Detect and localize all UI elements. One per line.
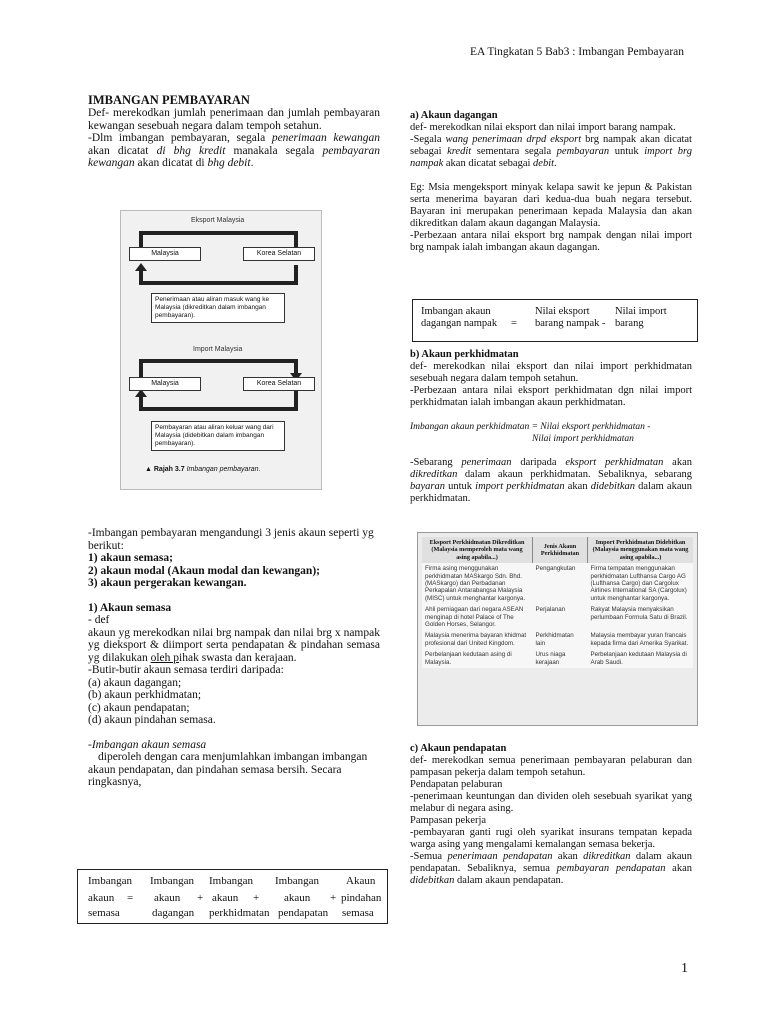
semasa-body: akaun yg merekodkan nilai brg nampak dan nilai brg x nampak yg dieksport & diimport serta pendapatan & pindahan semasa yg dilakukan oleh pihak swasta dan kerajaan. [88,626,380,664]
svc-cell: Ahli perniagaan dari negara ASEAN menginap di hotel Palace of The Golden Horses, Selangor. [425,606,524,629]
dagangan-def: def- merekodkan nilai eksport dan nilai import barang nampak. [410,122,676,133]
figure-top-label: Eksport Malaysia [191,217,245,224]
item-b: (b) akaun perkhidmatan; [88,689,202,701]
figure-rajah-3-7 [120,210,322,490]
page-number: 1 [681,961,688,976]
f-r1-c5: Akaun [346,875,376,887]
f-r2-c5: pindahan [341,892,382,904]
svc-cell: Firma asing menggunakan perkhidmatan MASkargo Sdn. Bhd. (MASkargo) dan Perbadanan Perkapalan Antarabangsa Malaysia (MISC) untuk menghantar kargonya. [425,565,526,602]
pampasan-pekerja: Pampasan pekerja [410,815,487,826]
section-title: IMBANGAN PEMBAYARAN [88,93,250,107]
node-korea-selatan: Korea Selatan [243,247,315,261]
services-table [417,532,698,726]
type-3: 3) akaun pergerakan kewangan. [88,577,247,589]
note-penerimaan: Penerimaan atau aliran masuk wang ke Malaysia (dikreditkan dalam imbangan pembayaran). [151,293,285,323]
dag-box-c2: Nilai eksport barang nampak - [535,306,606,329]
node-malaysia: Malaysia [129,247,201,261]
right-column-c [410,743,692,887]
imbangan-body: diperoleh dengan cara menjumlahkan imbangan imbangan akaun pendapatan, dan pindahan semasa bersih. Secara ringkasnya, [88,751,368,788]
node-korea-selatan-2: Korea Selatan [243,377,315,391]
svc-cell: Pengangkutan [535,565,576,573]
semasa-title: 1) Akaun semasa [88,601,172,614]
svc-cell: Perbelanjaan kedutaan asing di Malaysia. [425,651,512,666]
dag-box-eq: = [511,318,517,329]
f-r2-c4: akaun [284,892,311,904]
f-r2-p2: + [253,892,260,904]
perkhidmatan-formula-2: Nilai import perkhidmatan [532,434,634,444]
left-column-lower [88,527,380,789]
formula-box [77,869,388,924]
definition: Def- merekodkan jumlah penerimaan dan jumlah pembayaran kewangan sesebuah negara dalam tempoh setahun. [88,107,380,132]
f-r3-c4: pendapatan [278,907,329,919]
perkhidmatan-title: b) Akaun perkhidmatan [410,349,519,360]
f-r2-c3: akaun [212,892,239,904]
f-r2-c1: akaun [88,892,115,904]
type-2: 2) akaun modal (Akaun modal dan kewangan); [88,564,320,577]
f-r1-c1: Imbangan [88,875,132,887]
left-column [88,94,380,170]
svc-cell: Firma tempatan menggunakan perkhidmatan Lufthansa Cargo AG (Lufthansa Cargo) dan Cargolux Airlines International SA (Cargolux) untuk menghantar kargonya. [590,565,687,602]
dagangan-formula-box [412,299,698,342]
item-a: (a) akaun dagangan; [88,676,182,689]
perkhidmatan-sebarang: -Sebarang penerimaan daripada eksport perkhidmatan akan dikreditkan dalam akaun perkhidmatan. Sebaliknya, sebarang bayaran untuk import perkhidmatan akan didebitkan dalam akaun perkhidmatan. [410,457,693,504]
butir-text: -Butir-butir akaun semasa terdiri daripada: [88,664,284,676]
imbangan-title: -Imbangan akaun semasa [88,738,207,751]
dag-box-c1: Imbangan akaun dagangan nampak [421,306,498,329]
item-d: (d) akaun pindahan semasa. [88,714,216,726]
semasa-def: - def [88,614,110,626]
pendapatan-pelaburan: Pendapatan pelaburan [410,779,503,790]
pendapatan-pelaburan-body: -penerimaan keuntungan dan dividen oleh sesebuah syarikat yang melabur di negara asing. [410,791,692,814]
svc-cell: Perkhidmatan lain [535,632,574,647]
perkhidmatan-formula-1: Imbangan akaun perkhidmatan = Nilai eksport perkhidmatan - [410,422,651,432]
svc-cell: Perjalanan [535,606,566,614]
table-row [422,630,693,649]
pendapatan-def: def- merekodkan semua penerimaan pembayaran pelaburan dan pampasan pekerja dalam tempoh setahun. [410,755,692,778]
svc-cell: Urus niaga kerajaan [535,651,566,666]
svc-cell: Malaysia membayar yuran francais kepada firma dari Amerika Syarikat. [590,632,689,647]
dagangan-title: a) Akaun dagangan [410,110,498,121]
item-c: (c) akaun pendapatan; [88,701,190,714]
f-r1-c3: Imbangan [209,875,253,887]
f-r2-c2: akaun [154,892,181,904]
table-row [422,649,693,668]
table-row [422,563,693,604]
table-row [422,604,693,630]
svc-cell: Malaysia menerima bayaran khidmat profesional dari United Kingdom. [425,632,527,647]
f-r2-p3: + [330,892,337,904]
f-r1-c2: Imbangan [150,875,194,887]
f-r2-eq: = [127,892,134,904]
intro-text: -Imbangan pembayaran mengandungi 3 jenis akaun seperti yg berikut: [88,527,374,552]
page-header: EA Tingkatan 5 Bab3 : Imbangan Pembayaran [470,46,684,58]
svc-cell: Rakyat Malaysia menyaksikan perlumbaan Formula Satu di Brazil. [590,606,688,621]
svc-header-type: Jenis Akaun Perkhidmatan [533,537,588,563]
pampasan-pekerja-body: -pembayaran ganti rugi oleh syarikat insurans tempatan kepada warga asing yang mengalami kemalangan semasa bekerja. [410,827,692,850]
right-column [410,110,692,254]
pendapatan-title: c) Akaun pendapatan [410,743,507,754]
dlm-paragraph: -Dlm imbangan pembayaran, segala penerimaan kewangan akan dicatat di bhg kredit manakala segala pembayaran kewangan akan dicatat di bhg debit. [88,132,381,169]
dagangan-perbezaan: -Perbezaan antara nilai eksport brg nampak dengan nilai import brg nampak ialah imbangan akaun dagangan. [410,230,692,253]
svc-header-export: Eksport Perkhidmatan Dikreditkan (Malaysia memperoleh mata wang asing apabila...) [422,537,533,563]
dagangan-segala: -Segala wang penerimaan drpd eksport brg nampak akan dicatat sebagai kredit sementara segala pembayaran untuk import brg nampak akan dicatat sebagai debit. [410,134,693,169]
node-malaysia-2: Malaysia [129,377,201,391]
f-r3-c5: semasa [342,907,374,919]
right-column-b [410,349,692,505]
figure-mid-label: Import Malaysia [193,346,243,353]
note-pembayaran: Pembayaran atau aliran keluar wang dari Malaysia (didebitkan dalam imbangan pembayaran). [151,421,285,451]
dagangan-example: Eg: Msia mengeksport minyak kelapa sawit ke jepun & Pakistan serta menerima bayaran dari kedua-dua buah negara tersebut. Bayaran ini merupakan penerimaan kepada Malaysia dan akan dikreditkan dalam akaun dagangan Malaysia. [410,182,692,229]
perkhidmatan-def: def- merekodkan nilai eksport dan nilai import perkhidmatan sesebuah negara dalam tempoh setahun. [410,361,692,384]
svc-header-import: Import Perkhidmatan Didebitkan (Malaysia menggunakan mata wang asing apabila...) [592,539,689,561]
dag-box-c3: Nilai import barang [615,306,667,329]
type-1: 1) akaun semasa; [88,552,173,564]
pendapatan-semua: -Semua penerimaan pendapatan akan dikreditkan dalam akaun pendapatan. Sebaliknya, semua pembayaran pendapatan akan didebitkan dalam akaun pendapatan. [410,851,692,886]
figure-caption: ▲ Rajah 3.7 Imbangan pembayaran. [145,466,261,473]
perkhidmatan-perbezaan: -Perbezaan antara nilai eksport perkhidmatan dgn nilai import perkhidmatan ialah imbangan akaun perkhidmatan. [410,385,692,408]
svc-cell: Perbelanjaan kedutaan Malaysia di Arab Saudi. [590,651,687,666]
f-r2-p1: + [197,892,204,904]
f-r3-c1: semasa [88,907,120,919]
f-r1-c4: Imbangan [275,875,319,887]
f-r3-c2: dagangan [152,907,195,919]
f-r3-c3: perkhidmatan [209,907,270,919]
